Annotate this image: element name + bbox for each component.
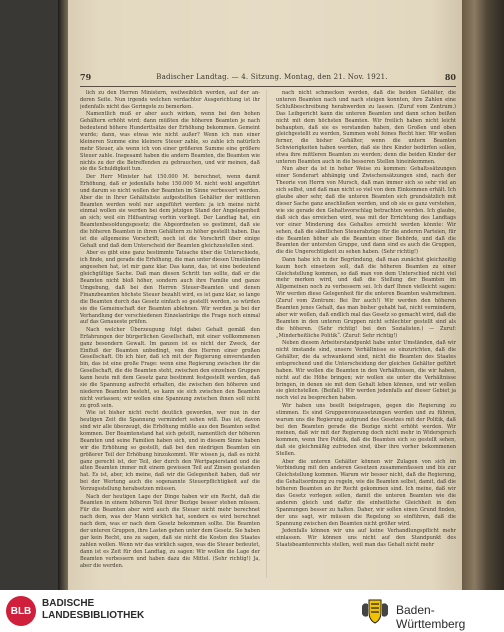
baden-wuerttemberg-label: Baden-Württemberg (396, 603, 466, 631)
left-column-paragraph: Nach der heutigen Lage der Dinge haben wir ein Recht, daß die Beamten in einem höheren Teil ihrer Bezüge besser stehen müssen. Für die Beamten aber wird auch die Steuer nicht mehr berechnet nach dem, was der Mann wirklich hat, sondern es wird berechnet nach dem, was er nach dem Gesetz bekommen sollte. Die Beamten der unteren Gruppen, ihre Lasten gehen unter dem Gesetz. Sie haben gar kein Recht, uns zu sagen, daß sie nicht die Kosten des Staates zahlen wollen. Wenn wir das wirklich sagen, was die Steuer bedeutet, dann ist es Zeit für den Landtag, zu sagen: Wir wollen die Lage der Beamten verbessern und haben dazu die Mittel. (Sehr richtig!) Ja, aber die werden. (80, 493, 260, 569)
blb-name-line1: BADISCHE (42, 598, 95, 609)
right-column-paragraph: Neben diesem Arbeiterstandpunkt habe unter Umständen, daß wir nicht imstande sind, unsere Verhältnisse so einzurichten, daß die Gehälter, die da schwankend sind, nicht die Beamten des Staates entsprechend und die Unterscheidung der gleichen Gehälter geführt haben. Wir wollen die Beamten in den Verhältnissen, die wir haben, nicht auf die Höhe bringen; wir wollen sie unter die Verhältnisse bringen, in denen sie mit dem Gehalt leben können, und wir wollen sie gleichstellen. (Beifall.) Wir werden jedenfalls auf dieser Gebiet ja noch viel zu besprechen haben. (276, 340, 456, 402)
column-divider (266, 90, 267, 578)
library-footer (0, 590, 504, 632)
header-rule (80, 86, 456, 87)
page-number-right: 80 (444, 72, 456, 82)
right-column-paragraph: Dann habe ich in der Begründung, daß man zunächst gleichzeitig kaum hoch einsetzen soll, daß die höheren Beamten zu einer Gleichstellung kommen, so daß man von dem Unterschied nicht viel mehr merken wird, und daß die Stellung der Beamten im Allgemeinen noch zu verbessern sei. Ich darf Ihnen vielleicht sagen: Wir werden diese Gelegenheit für die unteren Beamten wahrnehmen. (Zuruf vom Zentrum: Bei Ihr auch!) Wir werden den höheren Beamten jenes Gehalt, das man bisher gehabt hat, nicht vermindern, aber wir wollen, daß endlich mal das Gesetz so gemacht wird, daß die Beamten in den unteren Gruppen nicht schlechter gestellt sind als die höheren. (Sehr richtig! bei den Sozialisten.) — Zuruf: „Minderheitliche Politik“. (Zuruf: Sehr richtig!) (276, 256, 456, 339)
left-column-paragraph: Nach welcher Überzeugung folgt dabei Gehalt gemäß den Erfahrungen der bürgerlichen Gesellschaft, mit einer vollkommenen ganz besondern Gewalt. Im ganzen ist es nicht der Zweck, der Einfluß der Beamten unbedingt, von den Herren einer großen Gesellschaft. Ob ich hier, daß ich mit der Regierung einverstanden bin, das ist eine große Frage: wenn eine Regierung zwischen ihr die Gesellschaft, die die Beamten steht, zwischen den einzelnen Gruppen kann heute mit dem Gesetz ganz bestimmt festgestellt werden, daß sie die Spannung aufrecht erhalten, die zwischen den höheren und niederen Beamten besteht, so kann sie sich zwischen den Beamten nicht verlassen; wir wollen eine Spannung zwischen ihnen soll nicht zu groß sein. (80, 326, 260, 409)
running-title: Badischer Landtag. — 4. Sitzung. Montag, den 21. Nov. 1921. (156, 73, 388, 81)
page-number-left: 79 (80, 72, 92, 82)
left-column-paragraph: Der Herr Minister hat 150.000 M. berechnet, wenn damit Erhöhung, daß er jedenfalls hohe 150.000 M. nicht wohl angeführt und darum so nicht wollen der Beamten im Sinne verbessert werden. Aber die in Ihrer Gehältsliste aufgestellten Gehälter der mittleren Beamten werden wohl nur angeführt werden: ja ich meine nicht einmal wollen sie werden bei dem jetzigen Stand der Angelegenheit an sich; weil ein Hilfsantrag vorhin vorliegt. Der Landtag hat, ein Beamtenbesoldungsgesetz; die Abgeordneten so gestimmt, daß sie die höheren Beamten in ihren Gehältern zu höher gestellt haben. Das ist die allgemeine Vorschrift; noch ist die Vorschrift über einige Gehalt und daß dem Unterscheid der Beamten gleichzustellen sind. (80, 173, 260, 249)
right-column-paragraph: Jedenfalls können wir uns auf keine Verhandlungspflicht mehr einlassen. Wir können uns nicht auf den Standpunkt des Staatsbeamtenrechts stellen, weil man das Gehalt nicht mehr (276, 528, 456, 548)
blb-name (42, 598, 144, 622)
left-column-paragraph: lich zu den Herren Ministern, weilweiblich werden, auf der an-deren Seite. Nun irgends welchen verdachter Ausgerichtung ist ihr jedenfalls nicht das Geringste zu bemerken. (80, 90, 260, 110)
right-column-paragraph: nach nicht schmecken werden, daß die beiden Gehälter, die unteren Beamten nach und nach steigen konnten, ihre Zahlen eine Schlußbeschreibung herabwerden zu lassen. (Zuruf vom Zentrum.) Das Leibgericht kann die unteren Beamten und dann schon beißen nicht mit dem höchsten Beamten. Wir freilich haben nicht leicht behaupten, daß sie es verstanden haben, den Großen und oben gleichgestellt zu werden, Summen wohl feines Recht hier. Wir wollen ferner, die bisher Gehälter, wenn die untern Beamten Schwierigkeiten haben werden, daß sie ihre Kinder bedürfen sollen, etwa ihre mittleren Beamten zu werden; denn die beiden Kinder der unteren Beamten auch in die besseren Stellen hineinkommen. (276, 90, 456, 166)
left-column-paragraph: Wie ist bisher nicht recht deutlich geworden, wer nun in der heutigen Zeit die Spannung vermindert sehen will. Das ist, davon sind wir alle überzeugt, die Erhöhung müßte aus den Beamten selbst kommen. Der Beamtenstand hat sich geteilt, namentlich der höheren Beamten und seine Familien haben sich, und in diesem Sinne haben wir die Erhöhung so gestellt, daß bei den niedrigen Beamten ein größerer Teil der Erhöhung hinzukommt. Wir wissen ja, daß es nicht ganz gerecht ist, der Teil, der durch den Wertpapierstand und die alten Beamten immer mit einem gewissen Teil auf Zinsen gestanden hat. Es ist, aber, ich meine, daß wir die Gelegenheit haben, daß wir bei der Wertung auch die sogenannte Steuerpflichtigkeit auf die Vorzugsstellung herabsetzen müssen. (80, 410, 260, 493)
left-column-paragraph: Aber es gibt eine ganz bestimmte Tatsache über die Unterschiede, ich finde, und gerade die Erhöhung, die man unter diesen Umständen angesehen hat, ist mir ganz klar. Das kann, das, ist eine bedeutend gleichgültige Sache. Daß man diesen Schritt tun sollte, daß er die Beamten nicht bloß höher, sondern auch ihre Familie und ganze Umgebung, daß bei den Herren Steuer-Beamten und denen Finanzbeamten höchste Steuer bezahlt wird, es ist ganz klar, so lange die Beamten durch das Gesetz einfach so gestellt werden, so würden sie die Gemeinschaft der Beamten ablehnen. Wir werden ja bei der Verhandlung der verschiedenen Einzelanträge die Frage noch einmal auf das Genaueste prüfen. (80, 250, 260, 326)
right-text-column (276, 90, 456, 578)
baden-wuerttemberg-emblem (358, 596, 392, 626)
right-column-paragraph: Nun aber da ist in hoher Weise zu kommen: Gehaltssätzungen einer Sonderart abhängig und Zwischensätzungen sind, nach der Theorie von Herrn von Mursch, daß man immer sich so sehr viel an sich selbst, und daß man nicht so viel von dem Einkommen erhält. Ich glaube aber sehr, daß die unteren Beamten sich grundsätzlich mit dieser Sache ganz anschließen werden, und ob sie es ganz verstehen, wie sie gerade den Gehaltsvorschlag betrachten werden. Ich glaube, daß sich das erreichen wird, was mit der Errichtung des Landtags vor einer Minderung des Gehaltes erreicht werden könnte: Wir sehen, daß die sämtlichen Steuerabzüge für die anderen Parteien, für die Beamten höher als die Beamten einer Behörde, und daß die Beamten der untersten Gruppe, und dann sind es auch die Gruppen, die die Ungerechtigkeit zu sehen haben. (Sehr richtig!) (276, 166, 456, 256)
left-column-paragraph: Namentlich muß er aber auch wirken, wenn bei den hohen Gehältern erhöht wird; dann müßten die höheren Beamten je nach bedeutend höhere Hunderttsätze der Erhöhung bekommen. Gemeint wurde; dann, was etwas wie nicht außer? Wenn ich nun einer kleineren Summe eine kleinere Steuer zahle, so zahle ich natürlich mehr Steuer, als wenn ich von einer größeren Summe eine größere Steuer zahle. Insgesamt haben die andern Beamten, die Beamten wie nichts zu der die Betreffenden zu gebrauchen, und wir meinen, daß sie die Schuldigkeit tun. (80, 111, 260, 173)
blb-logo: BLB (6, 596, 36, 626)
right-column-paragraph: Aber die unteren Gehälter können wir Zulagen von sich im Verbindung mit den anderen Gesetzen zusammenfassen und bis zur Gleichstellung kommen. Warum wir besser nicht, daß die Regierung, die Gehaltsordnung zu regeln, wie die Beamten selbst, damit, daß die höheren Beamten an ihr Recht gekommen sind. Ich meine, daß wir das Gesetz vorlegen sollen, damit die unteren Beamten wie die anderen gleich und dafür die einheitliche Gleichheit in den Spannungen besser zu halten. Daher, wir sollen einen Grund finden, der uns sagt, wir müssen die Regelung so einführen, daß die Spannung zwischen den Beamten nicht größer wird. (276, 458, 456, 527)
blb-name-line2: LANDESBIBLIOTHEK (42, 610, 145, 621)
book-edge (462, 0, 504, 590)
left-text-column (80, 90, 260, 578)
running-header (80, 72, 456, 84)
right-column-paragraph: Wir haben uns beeilt beigetragen, gegen die Regierung zu stimmen. Es sind Gruppenvoraussetzungen worden und zu führen, warum uns die Regierung aufgrund des Gesetzes mit der Politik, daß bei den Beamten gerade die Bezüge nicht erhöht werden. Wir meinen, daß wir mit der Regierung doch nicht mehr in Widerspruch kommen, wenn Ihre Politik, daß die Beamten sich so gestellt sehen, daß sie gleichmäßig zufrieden sind, über ihre vorher bekommenen Stellen. (276, 402, 456, 458)
